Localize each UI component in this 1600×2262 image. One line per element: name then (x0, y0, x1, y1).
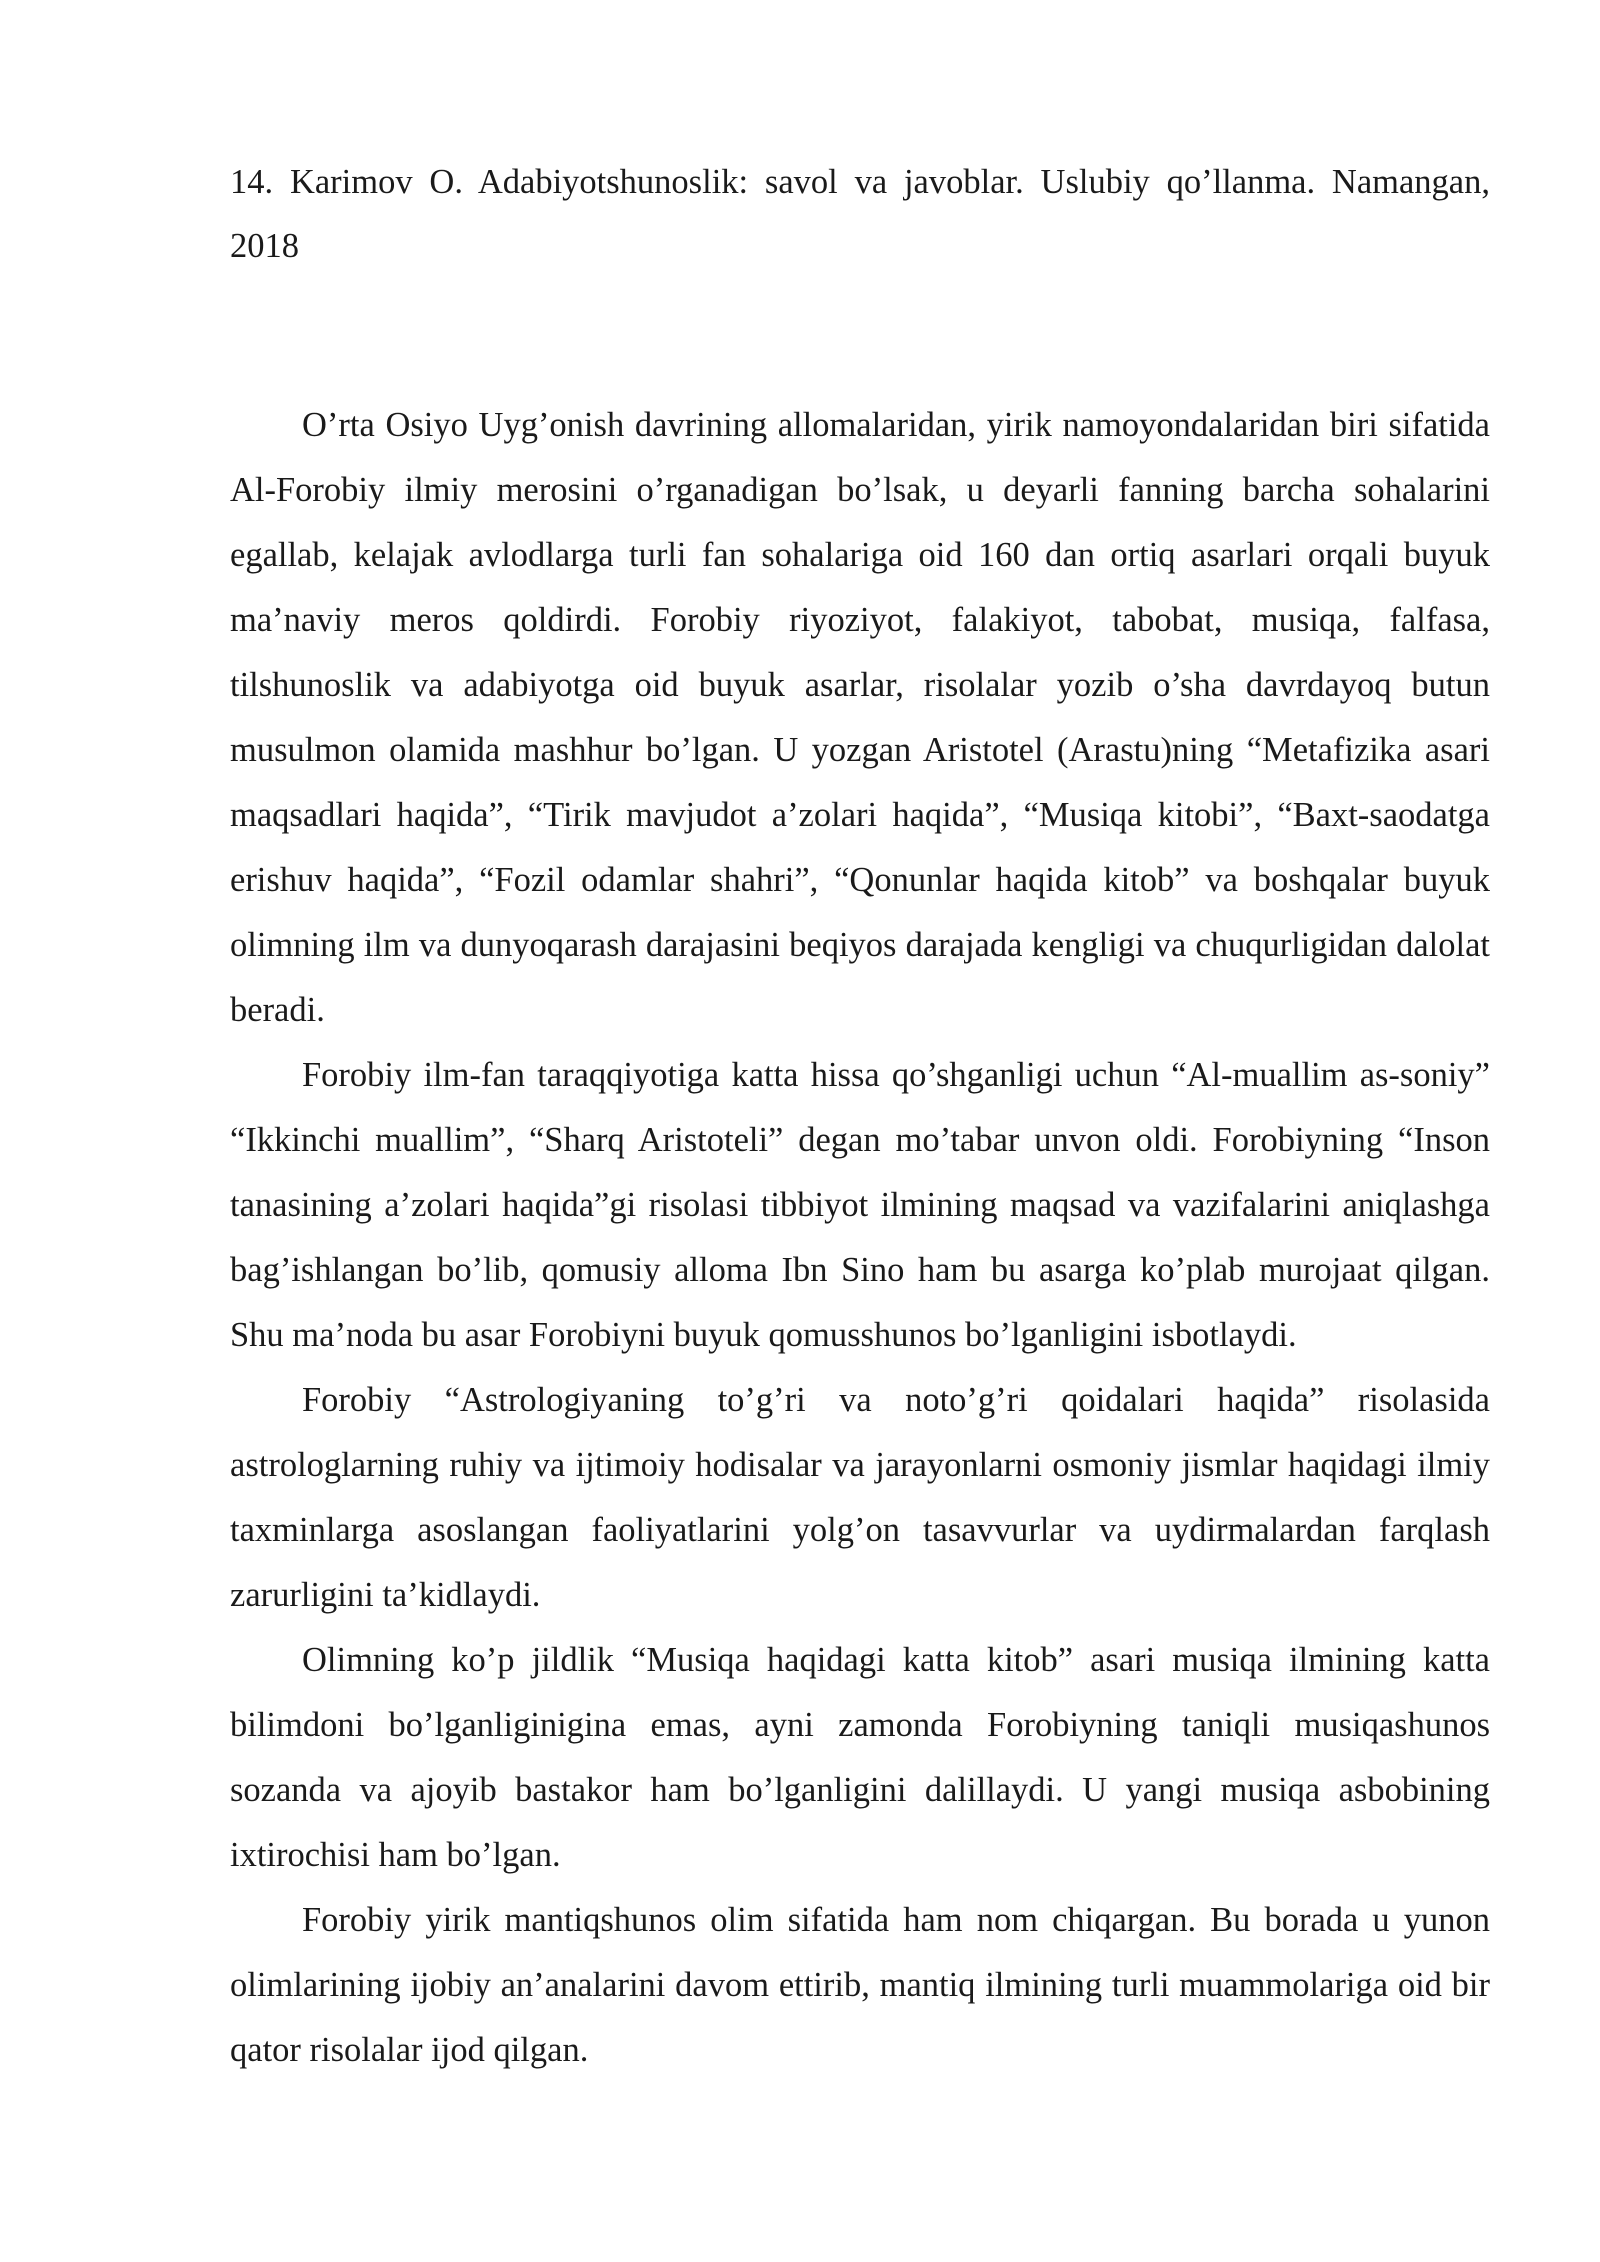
paragraph-4: Olimning ko’p jildlik “Musiqa haqidagi katta kitob” asari musiqa ilmining katta bilimdoni bo’lganliginigina emas, ayni zamonda Forobiyning taniqli musiqashunos sozanda va ajoyib bastakor ham bo’lganligini dalillaydi. U yangi musiqa asbobining ixtirochisi ham bo’lgan. (230, 1641, 1490, 1874)
paragraph-1: O’rta Osiyo Uyg’onish davrining allomalaridan, yirik namoyondalaridan biri sifatida Al-Forobiy ilmiy merosini o’rganadigan bo’lsak, u deyarli fanning barcha sohalarini egallab, kelajak avlodlarga turli fan sohalariga oid 160 dan ortiq asarlari orqali buyuk ma’naviy meros qoldirdi. Forobiy riyoziyot, falakiyot, tabobat, musiqa, falfasa, tilshunoslik va adabiyotga oid buyuk asarlar, risolalar yozib o’sha davrdayoq butun musulmon olamida mashhur bo’lgan. U yozgan Aristotel (Arastu)ning “Metafizika asari maqsadlari haqida”, “Tirik mavjudot a’zolari haqida”, “Musiqa kitobi”, “Baxt-saodatga erishuv haqida”, “Fozil odamlar shahri”, “Qonunlar haqida kitob” va boshqalar buyuk olimning ilm va dunyoqarash darajasini beqiyos darajada kengligi va chuqurligidan dalolat beradi. (230, 406, 1490, 1029)
paragraph-5: Forobiy yirik mantiqshunos olim sifatida ham nom chiqargan. Bu borada u yunon olimlarining ijobiy an’analarini davom ettirib, mantiq ilmining turli muammolariga oid bir qator risolalar ijod qilgan. (230, 1901, 1490, 2069)
bibliography-reference: 14. Karimov O. Adabiyotshunoslik: savol va javoblar. Uslubiy qo’llanma. Namangan, 2018 (230, 163, 1490, 265)
paragraph-2: Forobiy ilm-fan taraqqiyotiga katta hissa qo’shganligi uchun “Al-muallim as-soniy” “Ikkinchi muallim”, “Sharq Aristoteli” degan mo’tabar unvon oldi. Forobiyning “Inson tanasining a’zolari haqida”gi risolasi tibbiyot ilmining maqsad va vazifalarini aniqlashga bag’ishlangan bo’lib, qomusiy alloma Ibn Sino ham bu asarga ko’plab murojaat qilgan. Shu ma’noda bu asar Forobiyni buyuk qomusshunos bo’lganligini isbotlaydi. (230, 1056, 1490, 1354)
paragraph-3: Forobiy “Astrologiyaning to’g’ri va noto’g’ri qoidalari haqida” risolasida astrologlarning ruhiy va ijtimoiy hodisalar va jarayonlarni osmoniy jismlar haqidagi ilmiy taxminlarga asoslangan faoliyatlarini yolg’on tasavvurlar va uydirmalardan farqlash zarurligini ta’kidlaydi. (230, 1381, 1490, 1614)
page-content (230, 150, 1490, 2083)
